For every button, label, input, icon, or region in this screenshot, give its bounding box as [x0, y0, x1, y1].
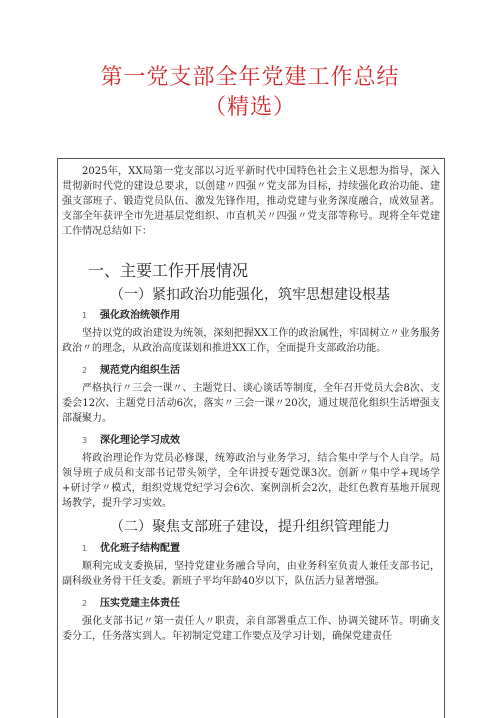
item-number: 2	[82, 599, 88, 608]
item-title: 规范党内组织生活	[100, 365, 180, 376]
section-heading: 一、主要工作开展情况	[88, 261, 249, 280]
item-heading	[82, 309, 180, 323]
item-number: 3	[82, 436, 88, 445]
item-paragraph: 坚持以党的政治建设为统领，深刻把握XX工作的政治属性，牢固树立〃业务服务政治〃的理念，从政治高度谋划和推进XX工作，全面提升支部政治功能。	[62, 328, 440, 354]
document-title: 第一党支部全年党建工作总结	[100, 65, 400, 90]
item-paragraph: 顺利完成支委换届，坚持党建业务融合导向，由业务科室负责人兼任支部书记，副科级业务骨干任支委。新班子平均年龄40岁以下，队伍活力显著增强。	[62, 561, 440, 587]
item-number: 1	[82, 311, 88, 320]
intro-paragraph: 2025年，XX局第一党支部以习近平新时代中国特色社会主义思想为指导，深入贯彻新时代党的建设总要求，以创建〃四强〃党支部为目标，持续强化政治功能、建强支部班子、锻造党员队伍、激发先锋作用，推动党建与业务深度融合，成效显著。支部全年获评全市先进基层党组织、市直机关〃四强〃党支部等称号。现将全年党建工作情况总结如下：	[62, 166, 440, 237]
document-subtitle: （精选）	[203, 95, 296, 120]
item-heading	[82, 364, 180, 378]
item-title: 压实党建主体责任	[100, 598, 180, 609]
item-paragraph: 严格执行〃三会一课〃、主题党日、谈心谈话等制度，全年召开党员大会8次、支委会12次、主题党日活动6次，落实〃三会一课〃20次，通过规范化组织生活增强支部凝聚力。	[62, 383, 440, 424]
item-paragraph: 将政治理论作为党员必修课，统筹政治与业务学习，结合集中学与个人自学。局领导班子成员和支部书记带头领学，全年讲授专题党课3次。创新〃集中学+现场学+研讨学〃模式，组织党规党纪学习会6次、案例剖析会2次，赴红色教育基地开展现场教学，提升学习实效。	[62, 453, 440, 509]
subsection-heading: （一）紧扣政治功能强化，筑牢思想建设根基	[110, 287, 390, 303]
subsection-heading: （二）聚焦支部班子建设，提升组织管理能力	[110, 519, 390, 535]
content-frame	[57, 158, 445, 718]
item-number: 2	[82, 366, 88, 375]
item-paragraph: 强化支部书记〃第一责任人〃职责，亲自部署重点工作、协调关键环节。明确支委分工，任务落实到人。年初制定党建工作要点及学习计划，确保党建责任	[62, 616, 440, 642]
item-heading	[82, 542, 180, 556]
item-heading	[82, 434, 180, 448]
item-title: 强化政治统领作用	[100, 310, 180, 321]
item-heading	[82, 597, 180, 611]
item-title: 优化班子结构配置	[100, 543, 180, 554]
item-number: 1	[82, 544, 88, 553]
item-title: 深化理论学习成效	[100, 435, 180, 446]
